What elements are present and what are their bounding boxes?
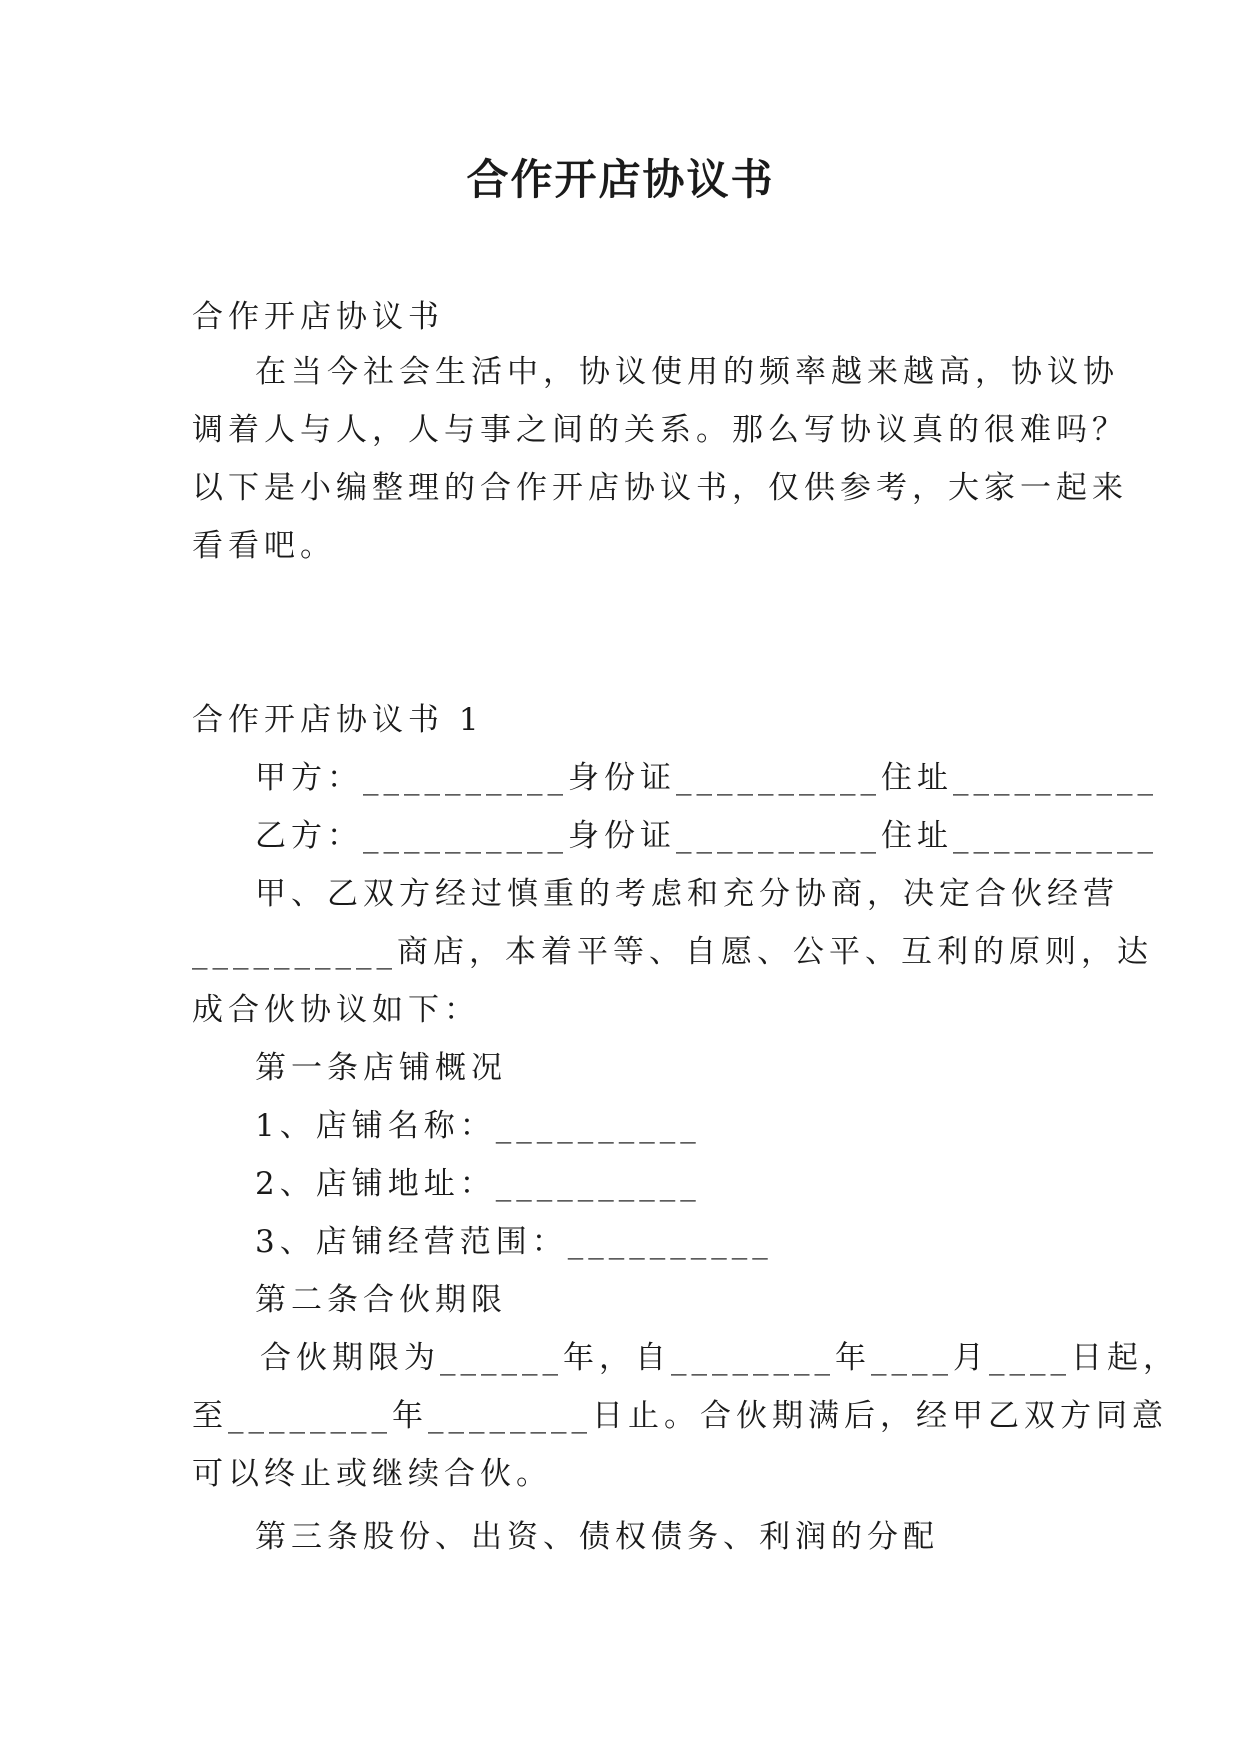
intro-line-1: 在当今社会生活中，协议使用的频率越来越高，协议协 bbox=[255, 354, 1119, 390]
term-line-3: 可以终止或继续合伙。 bbox=[192, 1456, 552, 1492]
document-title: 合作开店协议书 bbox=[466, 155, 775, 204]
item-3: 3、店铺经营范围：__________ bbox=[255, 1224, 773, 1260]
subtitle: 合作开店协议书 bbox=[192, 299, 444, 335]
article-2-heading: 第二条合伙期限 bbox=[255, 1282, 507, 1318]
term-line-2: 至________年________日止。合伙期满后，经甲乙双方同意 bbox=[192, 1398, 1168, 1434]
article-1-heading: 第一条店铺概况 bbox=[255, 1050, 507, 1086]
term-line-1: 合伙期限为______年，自________年____月____日起， bbox=[260, 1340, 1179, 1376]
agreement-line-3: 成合伙协议如下： bbox=[192, 992, 480, 1028]
party-a-line: 甲方：__________身份证__________住址__________ bbox=[255, 760, 1158, 796]
article-3-heading: 第三条股份、出资、债权债务、利润的分配 bbox=[255, 1519, 939, 1555]
intro-line-2: 调着人与人，人与事之间的关系。那么写协议真的很难吗？ bbox=[192, 412, 1128, 448]
item-2: 2、店铺地址：__________ bbox=[255, 1166, 701, 1202]
item-1: 1、店铺名称：__________ bbox=[255, 1108, 701, 1144]
intro-line-3: 以下是小编整理的合作开店协议书，仅供参考，大家一起来 bbox=[192, 470, 1128, 506]
party-b-line: 乙方：__________身份证__________住址__________ bbox=[255, 818, 1158, 854]
agreement-line-2: __________商店，本着平等、自愿、公平、互利的原则，达 bbox=[192, 934, 1153, 970]
section-heading: 合作开店协议书 1 bbox=[192, 702, 484, 738]
agreement-line-1: 甲、乙双方经过慎重的考虑和充分协商，决定合伙经营 bbox=[255, 876, 1119, 912]
intro-line-4: 看看吧。 bbox=[192, 528, 336, 564]
